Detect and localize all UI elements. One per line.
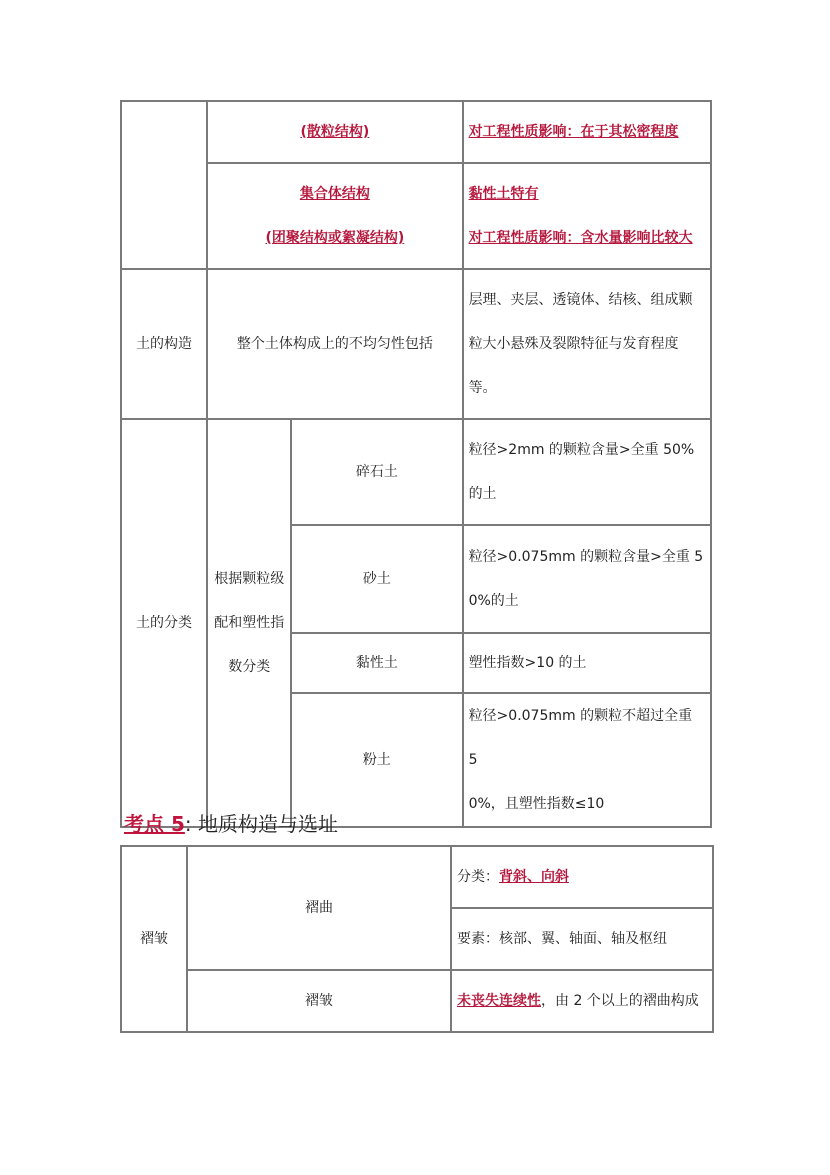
empty-cell — [121, 101, 207, 269]
soil-type-silt-desc: 粒径>0.075mm 的颗粒不超过全重 5 0%，且塑性指数≤10 — [463, 693, 711, 827]
aggregate-structure-cell: 集合体结构 (团聚结构或絮凝结构) — [207, 163, 462, 269]
soil-type-silt: 粉土 — [291, 693, 462, 827]
section-heading: 考点 5: 地质构造与选址 — [124, 812, 338, 836]
fold-curve-label: 褶曲 — [187, 846, 451, 970]
soil-classification-label: 土的分类 — [121, 419, 207, 827]
soil-type-clay: 黏性土 — [291, 633, 462, 693]
fold-type-label: 褶皱 — [187, 970, 451, 1032]
soil-type-clay-desc: 塑性指数>10 的土 — [463, 633, 711, 693]
structure-effect-cell: 对工程性质影响：在于其松密程度 — [463, 101, 711, 163]
soil-type-gravel-desc: 粒径>2mm 的颗粒含量>全重 50% 的土 — [463, 419, 711, 525]
classification-method: 根据颗粒级 配和塑性指 数分类 — [207, 419, 291, 827]
soil-construction-label: 土的构造 — [121, 269, 207, 419]
fold-label: 褶皱 — [121, 846, 187, 1032]
structure-name-cell: (散粒结构) — [207, 101, 462, 163]
fold-type-desc: 未丧失连续性，由 2 个以上的褶曲构成 — [451, 970, 713, 1032]
soil-type-gravel: 碎石土 — [291, 419, 462, 525]
aggregate-effect-cell: 黏性土特有 对工程性质影响：含水量影响比较大 — [463, 163, 711, 269]
fold-classification: 分类：背斜、向斜 — [451, 846, 713, 908]
soil-construction-detail: 层理、夹层、透镜体、结核、组成颗 粒大小悬殊及裂隙特征与发育程度 等。 — [463, 269, 711, 419]
fold-table — [120, 845, 714, 1033]
soil-construction-desc: 整个土体构成上的不均匀性包括 — [207, 269, 462, 419]
soil-table — [120, 100, 712, 828]
soil-type-sand-desc: 粒径>0.075mm 的颗粒含量>全重 5 0%的土 — [463, 525, 711, 633]
fold-elements: 要素：核部、翼、轴面、轴及枢纽 — [451, 908, 713, 970]
soil-type-sand: 砂土 — [291, 525, 462, 633]
